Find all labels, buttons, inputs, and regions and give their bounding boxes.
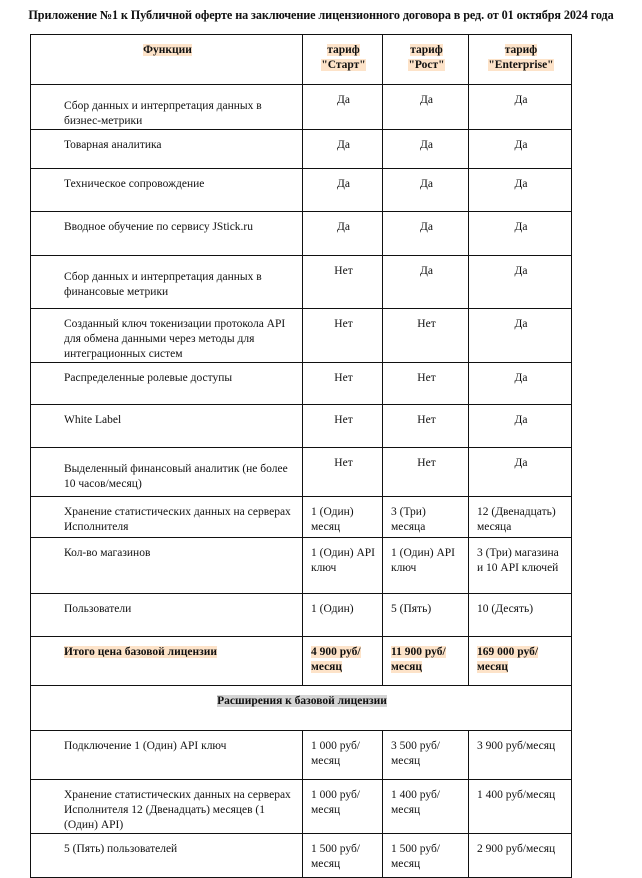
table-row [31, 212, 572, 256]
feature-cell: Распределенные ролевые доступы [31, 363, 303, 405]
start-plan-cell: Нет [303, 309, 383, 363]
enterprise-plan-cell: Да [469, 363, 572, 405]
extensions-header-cell [31, 686, 572, 731]
growth-plan-cell: Да [383, 212, 469, 256]
table-row [31, 594, 572, 637]
header-functions [31, 35, 303, 85]
total-enterprise-price: 169 000 руб/месяц [477, 646, 539, 673]
table-header-row [31, 35, 572, 85]
plan-name: "Enterprise" [488, 59, 554, 71]
feature-cell: Выделенный финансовый аналитик (не более 10 часов/месяц) [31, 448, 303, 497]
growth-plan-cell: Нет [383, 363, 469, 405]
feature-cell: Сбор данных и интерпретация данных в бизнес-метрики [31, 85, 303, 130]
header-plan-enterprise [469, 35, 572, 85]
table-row [31, 448, 572, 497]
growth-plan-cell: Да [383, 256, 469, 309]
plan-label: тариф [410, 44, 443, 56]
enterprise-plan-cell: 2 900 руб/месяц [469, 834, 572, 878]
growth-plan-cell: 3 500 руб/месяц [383, 731, 469, 780]
enterprise-plan-cell: Да [469, 448, 572, 497]
feature-cell: Пользователи [31, 594, 303, 637]
enterprise-plan-cell: Да [469, 130, 572, 169]
total-row [31, 637, 572, 686]
total-label: Итого цена базовой лицензии [64, 646, 217, 658]
total-start-cell [303, 637, 383, 686]
plan-label: тариф [504, 44, 538, 56]
feature-cell: Подключение 1 (Один) API ключ [31, 731, 303, 780]
start-plan-cell: Нет [303, 363, 383, 405]
total-start-price: 4 900 руб/месяц [311, 646, 361, 673]
extensions-header: Расширения к базовой лицензии [217, 695, 387, 707]
feature-cell: Сбор данных и интерпретация данных в финансовые метрики [31, 256, 303, 309]
plan-name: "Рост" [408, 59, 445, 71]
start-plan-cell: Да [303, 130, 383, 169]
enterprise-plan-cell: Да [469, 405, 572, 448]
start-plan-cell: 1 (Один) месяц [303, 497, 383, 538]
growth-plan-cell: Да [383, 169, 469, 212]
start-plan-cell: Нет [303, 405, 383, 448]
table-row [31, 256, 572, 309]
enterprise-plan-cell: Да [469, 169, 572, 212]
table-row [31, 363, 572, 405]
growth-plan-cell: Нет [383, 309, 469, 363]
total-enterprise-cell [469, 637, 572, 686]
enterprise-plan-cell: Да [469, 85, 572, 130]
enterprise-plan-cell: Да [469, 309, 572, 363]
start-plan-cell: Да [303, 85, 383, 130]
enterprise-plan-cell: 12 (Двенадцать) месяца [469, 497, 572, 538]
header-plan-growth [383, 35, 469, 85]
extensions-header-row [31, 686, 572, 731]
total-growth-cell [383, 637, 469, 686]
plan-name: "Старт" [321, 59, 366, 71]
table-row [31, 169, 572, 212]
table-row [31, 309, 572, 363]
pricing-table [30, 34, 572, 878]
extension-row [31, 780, 572, 834]
feature-cell: Кол-во магазинов [31, 538, 303, 594]
growth-plan-cell: 1 500 руб/месяц [383, 834, 469, 878]
enterprise-plan-cell: Да [469, 256, 572, 309]
growth-plan-cell: Да [383, 130, 469, 169]
start-plan-cell: Да [303, 169, 383, 212]
header-plan-start [303, 35, 383, 85]
enterprise-plan-cell: 3 900 руб/месяц [469, 731, 572, 780]
growth-plan-cell: 1 (Один) API ключ [383, 538, 469, 594]
growth-plan-cell: Да [383, 85, 469, 130]
feature-cell: 5 (Пять) пользователей [31, 834, 303, 878]
enterprise-plan-cell: 10 (Десять) [469, 594, 572, 637]
start-plan-cell: 1 000 руб/месяц [303, 780, 383, 834]
header-functions-label: Функции [143, 44, 192, 56]
feature-cell: Хранение статистических данных на серверах Исполнителя [31, 497, 303, 538]
table-row [31, 405, 572, 448]
extension-row [31, 834, 572, 878]
growth-plan-cell: Нет [383, 448, 469, 497]
extension-row [31, 731, 572, 780]
table-row [31, 130, 572, 169]
start-plan-cell: 1 (Один) API ключ [303, 538, 383, 594]
table-row [31, 85, 572, 130]
feature-cell: Хранение статистических данных на серверах Исполнителя 12 (Двенадцать) месяцев (1 (Один) API) [31, 780, 303, 834]
start-plan-cell: Да [303, 212, 383, 256]
enterprise-plan-cell: Да [469, 212, 572, 256]
growth-plan-cell: 1 400 руб/месяц [383, 780, 469, 834]
growth-plan-cell: Нет [383, 405, 469, 448]
growth-plan-cell: 5 (Пять) [383, 594, 469, 637]
feature-cell: Вводное обучение по сервису JStick.ru [31, 212, 303, 256]
total-label-cell [31, 637, 303, 686]
plan-label: тариф [327, 44, 360, 56]
document-title: Приложение №1 к Публичной оферте на заключение лицензионного договора в ред. от 01 октября 2024 года [28, 8, 614, 22]
table-row [31, 538, 572, 594]
start-plan-cell: 1 500 руб/месяц [303, 834, 383, 878]
feature-cell: Техническое сопровождение [31, 169, 303, 212]
table-row [31, 497, 572, 538]
total-growth-price: 11 900 руб/месяц [391, 646, 446, 673]
feature-cell: Созданный ключ токенизации протокола API для обмена данными через методы для интеграционных систем [31, 309, 303, 363]
start-plan-cell: 1 000 руб/месяц [303, 731, 383, 780]
start-plan-cell: Нет [303, 448, 383, 497]
feature-cell: White Label [31, 405, 303, 448]
feature-cell: Товарная аналитика [31, 130, 303, 169]
start-plan-cell: Нет [303, 256, 383, 309]
enterprise-plan-cell: 3 (Три) магазина и 10 API ключей [469, 538, 572, 594]
growth-plan-cell: 3 (Три) месяца [383, 497, 469, 538]
start-plan-cell: 1 (Один) [303, 594, 383, 637]
enterprise-plan-cell: 1 400 руб/месяц [469, 780, 572, 834]
